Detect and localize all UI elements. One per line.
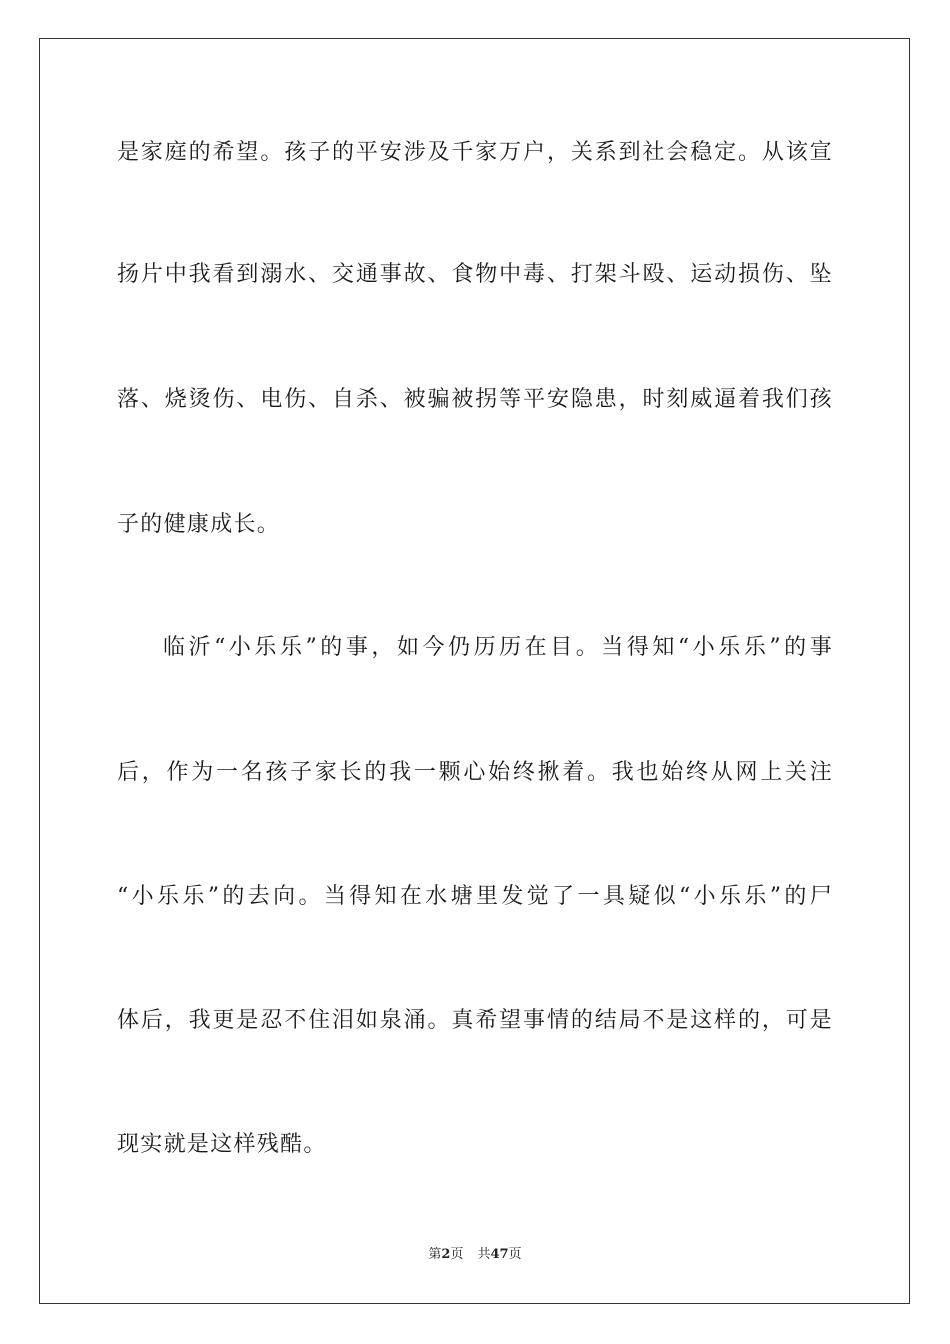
paragraph-2-line-1: 临沂“小乐乐”的事，如今仍历历在目。当得知“小乐乐”的事 (163, 635, 833, 660)
page-footer (0, 1246, 950, 1264)
body-text-line-3: 落、烧烫伤、电伤、自杀、被骗被拐等平安隐患，时刻威逼着我们孩 (117, 387, 833, 412)
body-text-line-2: 扬片中我看到溺水、交通事故、食物中毒、打架斗殴、运动损伤、坠 (117, 262, 833, 287)
footer-total-pages: 47 (490, 1247, 509, 1262)
footer-page-suffix: 页 (450, 1247, 464, 1262)
body-text-line-1: 是家庭的希望。孩子的平安涉及千家万户，关系到社会稳定。从该宣 (117, 140, 833, 165)
footer-total-suffix: 页 (508, 1247, 522, 1262)
footer-total-prefix: 共 (477, 1247, 491, 1262)
paragraph-2-line-3: “小乐乐”的去向。当得知在水塘里发觉了一具疑似“小乐乐”的尸 (117, 884, 833, 909)
paragraph-2-line-2: 后，作为一名孩子家长的我一颗心始终揪着。我也始终从网上关注 (117, 760, 833, 785)
paragraph-2-line-4: 体后，我更是忍不住泪如泉涌。真希望事情的结局不是这样的，可是 (117, 1008, 833, 1033)
footer-page-prefix: 第 (428, 1247, 442, 1262)
paragraph-2-line-5: 现实就是这样残酷。 (117, 1132, 327, 1157)
footer-page-number: 2 (441, 1247, 451, 1262)
page-frame (39, 38, 910, 1304)
body-text-line-4: 子的健康成长。 (117, 512, 281, 537)
